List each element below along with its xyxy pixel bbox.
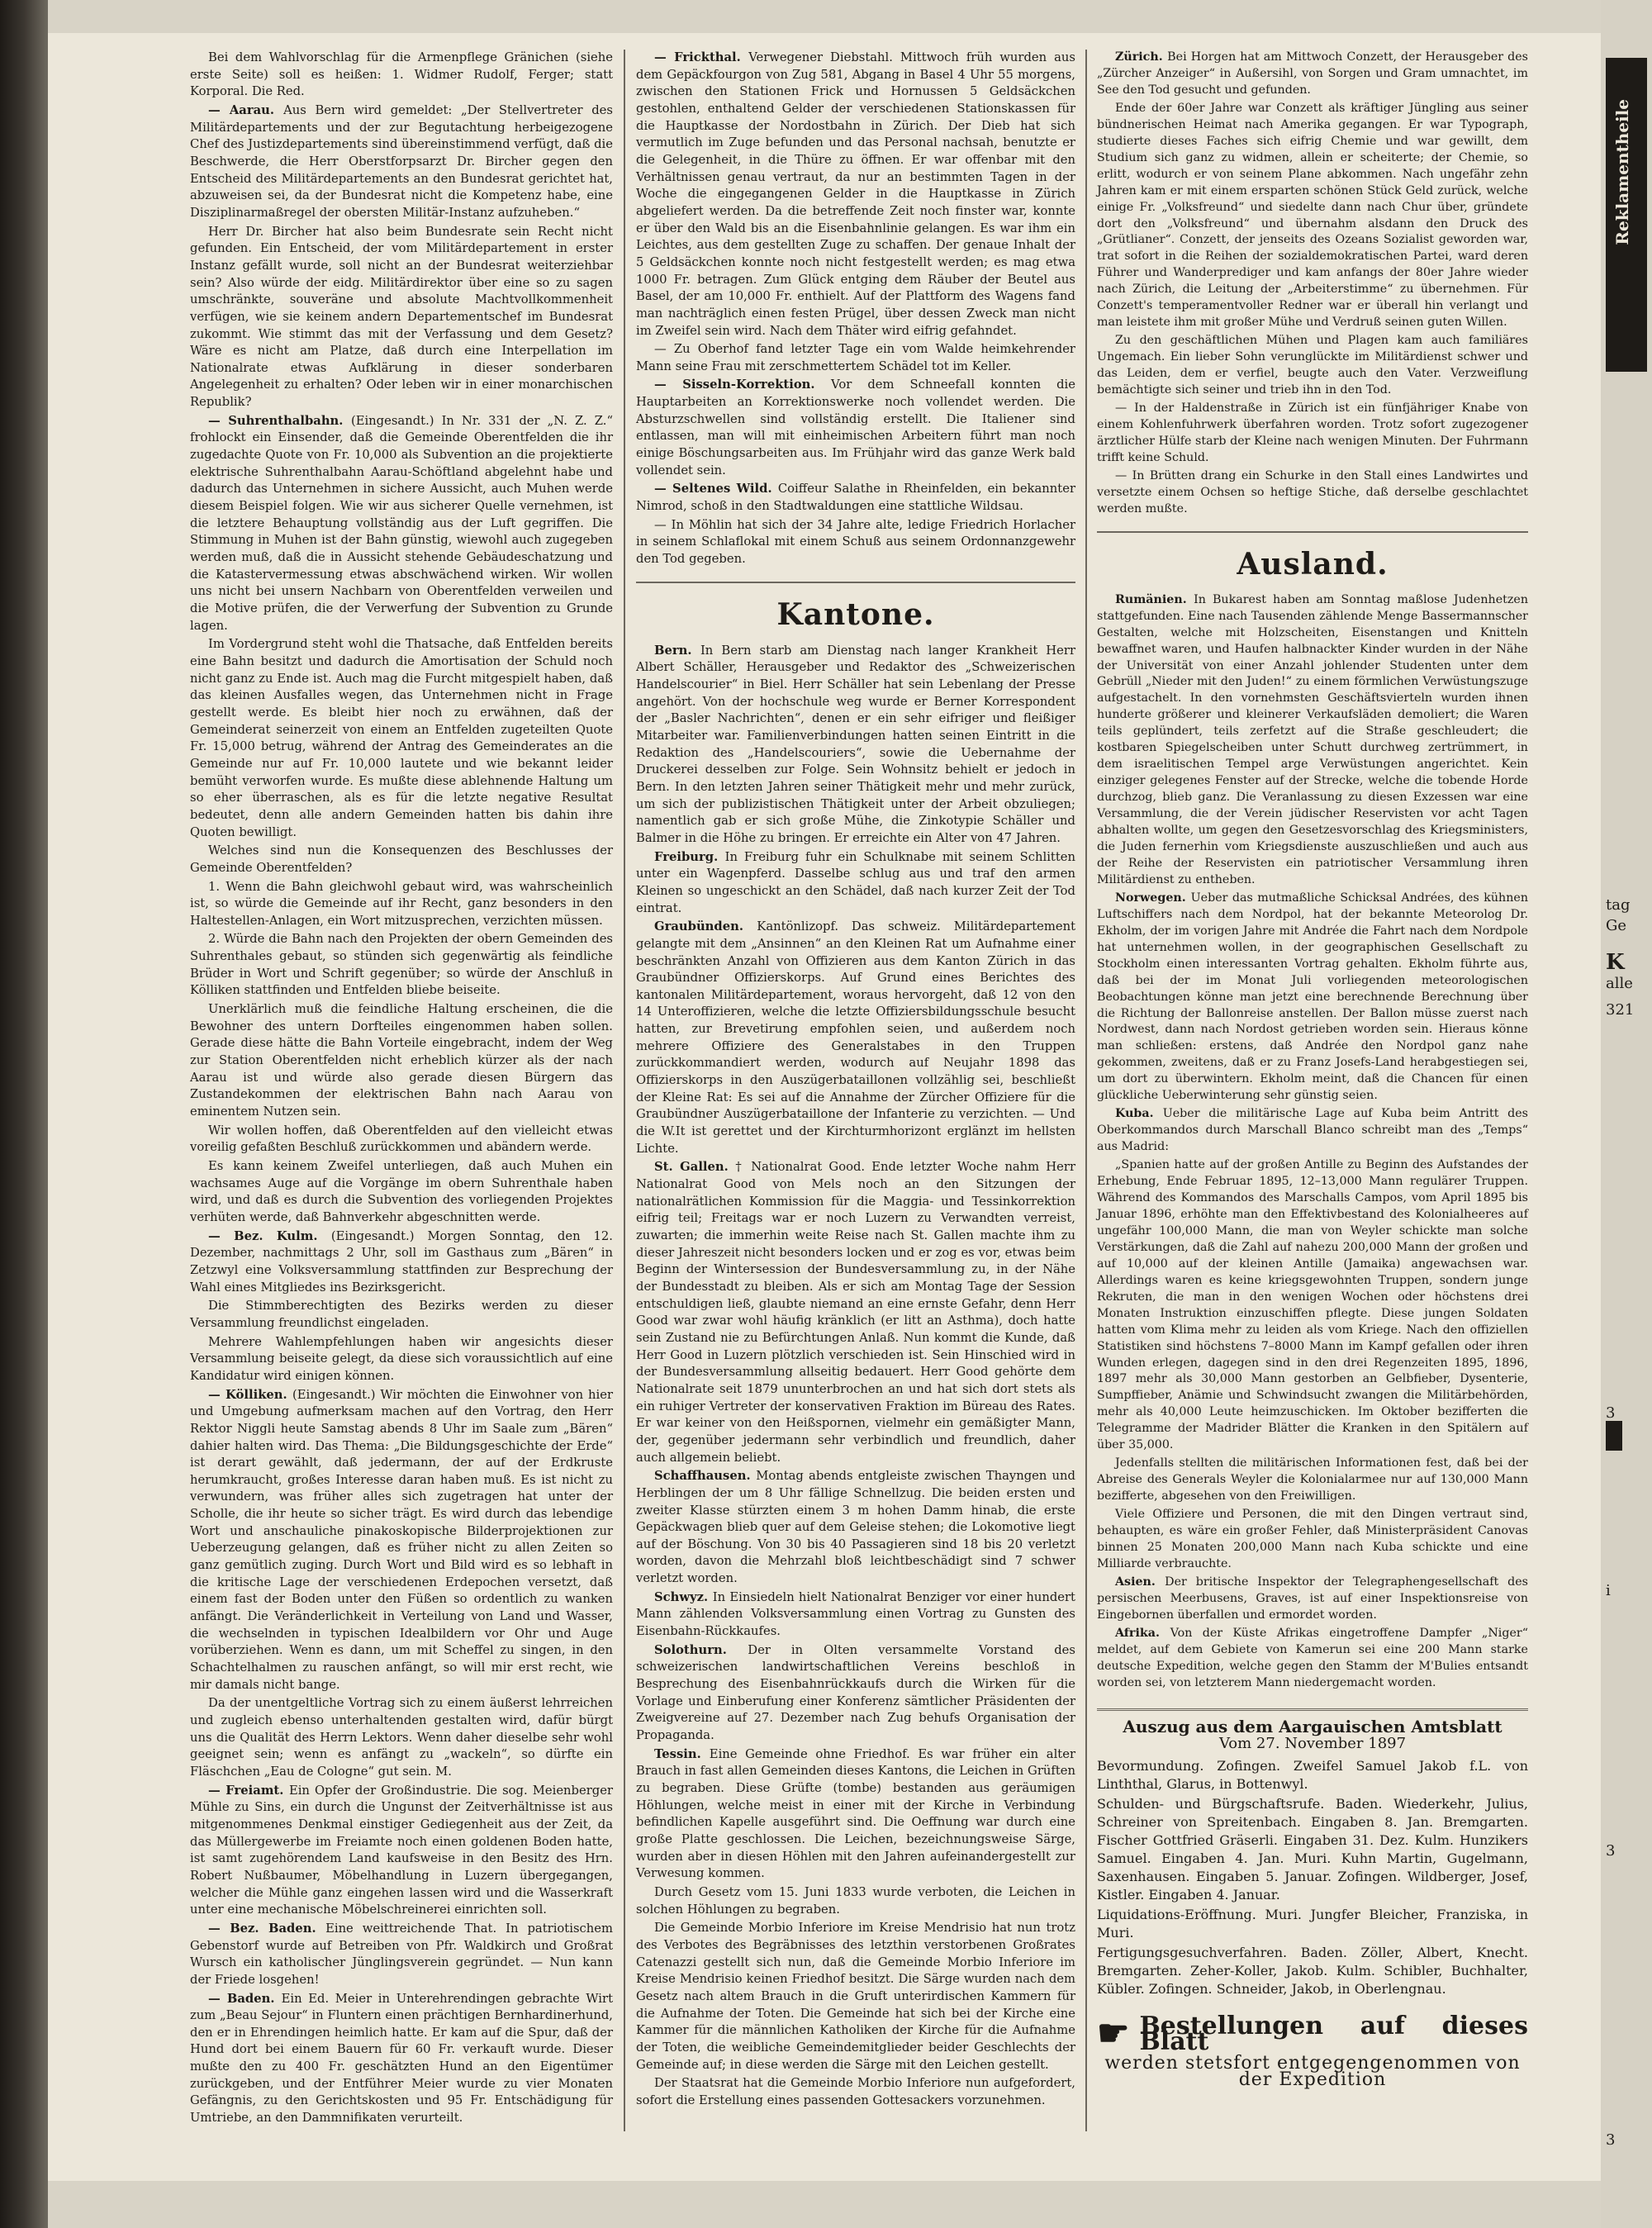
strip-fragment: K xyxy=(1606,950,1625,975)
article-paragraph xyxy=(636,481,1075,515)
article-text: Ueber die militärische Lage auf Kuba beim Antritt des Oberkommandos durch Marschall Blanco schreibt man des „Temps“ aus Madrid: xyxy=(1097,1107,1528,1154)
article-heading: — Seltenes Wild. xyxy=(654,482,778,496)
article-paragraph xyxy=(1097,1106,1528,1156)
article-paragraph xyxy=(190,1123,613,1157)
strip-fragment: tag xyxy=(1606,896,1631,914)
strip-fragment: 321 xyxy=(1606,1001,1635,1019)
strip-fragment: 3 xyxy=(1606,1404,1616,1422)
article-text: Durch Gesetz vom 15. Juni 1833 wurde verboten, die Leichen in solchen Höhlungen zu begraben. xyxy=(636,1884,1075,1917)
article-text: Aus Bern wird gemeldet: „Der Stellvertreter des Militärdepartements und der zur Begutachtung herbeigezogene Chef des Justizdepartements sind übereinstimmend verfügt, daß die Beschwerde, die Herr Oberstforpsarzt Dr. Bircher gegen den Entscheid des Militärdepartements an den Bundesrat gerichtet hat, abzuweisen sei, da der Bundesrat nicht die Kompetenz habe, eine Disziplinarmaßregel der obersten Militär-Instanz aufzuheben.“ xyxy=(190,102,613,220)
article-text: 2. Würde die Bahn nach den Projekten der obern Gemeinden des Suhrenthales gebaut, so stünden sich gegenwärtig als feindliche Brüder in Wort und Schrift gegenüber; so würde der Anschluß in Kölliken stattfinden und Entfelden bliebe beiseite. xyxy=(190,932,613,998)
article-heading: — Sisseln-Korrektion. xyxy=(654,378,832,392)
article-text: Von der Küste Afrikas eingetroffene Dampfer „Niger“ meldet, auf dem Gebiete von Kamerun sei eine 200 Mann starke deutsche Expedition, welche gegen den Stamm der M'Bulies entsandt worden sei, von letzterem Mann niedergemacht worden. xyxy=(1097,1626,1528,1689)
article-heading: Bern. xyxy=(654,643,700,658)
article-text: Bei Horgen hat am Mittwoch Conzett, der Herausgeber des „Zürcher Anzeiger“ in Außersihl, von Sorgen und Gram umnachtet, im See den Tod gesucht und gefunden. xyxy=(1097,50,1528,97)
article-text: — In Möhlin hat sich der 34 Jahre alte, ledige Friedrich Horlacher in seinem Schlaflokal mit einem Schuß aus seinem Ordonnanzgewehr den Tod gegeben. xyxy=(636,517,1075,567)
article-heading: — Bez. Kulm. xyxy=(208,1228,331,1243)
article-text: Der Staatsrat hat die Gemeinde Morbio Inferiore nun aufgefordert, sofort die Erstellung eines passenden Gottesackers vorzunehmen. xyxy=(636,2076,1075,2107)
article-paragraph xyxy=(1097,401,1528,467)
article-text: Ueber das mutmaßliche Schicksal Andrées, des kühnen Luftschiffers nach dem Nordpol, hat der bekannte Meteorolog Dr. Ekholm, der im vorigen Jahre mit Andrée die Fahrt nach dem Nordpole hat unternehmen wollen, in der geographischen Gesellschaft zu Stockholm einen interessanten Vortrag gehalten. Ekholm führte aus, daß bei der im Monat Juli vorliegenden meteorologischen Beobachtungen könne man jetzt eine berechnende Berechnung über die Richtung der Ballonreise anstellen. Der Ballon müsse zuerst nach Nordwest, dann nach Nordost getrieben worden sein. Hieraus könne man schließen: erstens, daß Andrée den Nordpol ganz nahe gekommen, zweitens, daß er zu Franz Josefs-Land herabgestiegen sei, um dort zu überwintern. Ekholm meint, daß die Chancen für einen glückliche Ueberwinterung sehr günstig seien. xyxy=(1097,891,1528,1103)
strip-fragment: i xyxy=(1606,1582,1611,1599)
adjacent-page-strip xyxy=(1601,0,1652,2228)
article-text: (Eingesandt.) Wir möchten die Einwohner von hier und Umgebung aufmerksam machen auf den Vortrag, den Herr Rektor Niggli heute Samstag abends 8 Uhr im Saale zum „Bären“ dahier halten wird. Das Thema: „Die Bildungsgeschichte der Erde“ ist derart gewählt, daß jedermann, der auf der Erdkruste herumkraucht, großes Interesse daran haben muß. Es ist nicht zu verwundern, was früher alles sich zugetragen hat unter der Scholle, die ihr heute so sicher trägt. Es wird durch das lebendige Wort und anschauliche pinakoskopische Bilderprojektionen zur Ueberzeugung gelangen, daß es früher nicht zu allen Zeiten so ganz gemütlich zuging. Durch Wort und Bild wird es so lebhaft in die kritische Lage der verschiedenen Erdepochen versetzt, daß einem fast der Boden unter den Füßen so ordentlich zu wanken anfängt. Die Veränderlichkeit in Verteilung von Land und Wasser, die wechselnden in typischen Idealbildern vor Ohr und Auge vorüberziehen. Wenn es dann, um mit Scheffel zu singen, in den Schachtelhalmen zu rauschen anfängt, so will mir erst recht, wie mir damals nicht bange. xyxy=(190,1387,613,1692)
strip-black-block xyxy=(1606,1421,1622,1451)
strip-fragment: 3 xyxy=(1606,1842,1616,1860)
article-heading: — Bez. Baden. xyxy=(208,1921,326,1936)
order-notice xyxy=(1097,2011,1528,2057)
article-heading: Zürich. xyxy=(1115,50,1168,64)
article-heading: Tessin. xyxy=(654,1746,710,1761)
article-text: In Bukarest haben am Sonntag maßlose Judenhetzen stattgefunden. Eine nach Tausenden zählende Menge Bassermannscher Gestalten, welche mit Holzscheiten, Eisenstangen und Knitteln bewaffnet waren, und Haufen halbnackter Kinder wurden in der Nähe der Universität von einer Anzahl johlender Studenten unter dem Gebrüll „Nieder mit den Juden!“ zu einem förmlichen Verwüstungszuge aufgestachelt. In den vornehmsten Geschäftsvierteln wurden ihnen hunderte größerer und kleinerer Verkaufsläden demoliert; die Waren teils geplündert, teils zerfetzt auf die Straße geschleudert; die kostbaren Spiegelscheiben unter Schutt durchweg zertrümmert, in dem israelitischen Tempel arge Verwüstungen angerichtet. Kein einziger gelegenes Fenster auf der Strecke, welche die tobende Horde durchzog, blieb ganz. Die Veranlassung zu diesen Exzessen war eine Versammlung, die der Verein jüdischer Reservisten vor acht Tagen abhalten wollte, um gegen den Gesetzesvorschlag des Kriegsministers, die Juden fernerhin vom Kriegsdienste auszuschließen und auch aus der Reihe der Reservisten ein patriotischer Versammlung ihren Militärdienst zu entheben. xyxy=(1097,592,1528,886)
article-text: Die Gemeinde Morbio Inferiore im Kreise Mendrisio hat nun trotz des Verbotes des Begräbnisses des letzthin verstorbenen Großrates Catenazzi gestellt sich nun, daß die Gemeinde Morbio Inferiore im Kreise Mendrisio keinen Friedhof besitzt. Die Särge wurden nach dem Gesetz nach altem Brauch in die Gruft unterirdischen Kammern für die Aufnahme der Toten. Die Gemeinde hat sich bei der Kirche eine Kammer für die männlichen Katholiken der Kirche für die Aufnahme der Toten, die weibliche Gemeindemitglieder beider Geschlechts der Gemeinde auf; in diese werden die Särge mit den Leichen gestellt. xyxy=(636,1921,1075,2072)
article-text: Herr Dr. Bircher hat also beim Bundesrate sein Recht nicht gefunden. Ein Entscheid, der vom Militärdepartement in erster Instanz gefällt wurde, soll nicht an der Bundesrat weiterziehbar sein? Also würde der eidg. Militärdirektor über eine so zu sagen umschränkte, souveräne und absolute Machtvollkommenheit verfügen, wie sie keinem andern Departementschef im Bundesrat zukommt. Wie stimmt das mit der Verfassung und dem Gesetz? Wäre es nicht am Platze, daß durch eine Interpellation im Nationalrate etwas Aufklärung in dieser sonderbaren Angelegenheit zu erhalten? Oder leben wir in einer monarchischen Republik? xyxy=(190,224,613,410)
article-paragraph xyxy=(190,1921,613,1989)
article-paragraph xyxy=(190,413,613,635)
amtsblatt-entry: Bevormundung. Zofingen. Zweifel Samuel Jakob f.L. von Linththal, Glarus, in Bottenwyl. xyxy=(1097,1757,1528,1792)
article-paragraph xyxy=(636,1468,1075,1588)
article-text: Zu den geschäftlichen Mühen und Plagen kam auch familiäres Ungemach. Ein lieber Sohn verunglückte im Militärdienst schwer und das Leiden, dem er verfiel, beugte auch den Vater. Verzweiflung bemächtigte sich seiner und trieb ihn in den Tod. xyxy=(1097,334,1528,397)
article-text: Eine weittreichende That. In patriotischem Gebenstorf wurde auf Betreiben von Pfr. Waldkirch und Großrat Wursch ein katholischer Jünglingsverein gegründet. — Nun kann der Friede losgehen! xyxy=(190,1921,613,1987)
article-heading: — Freiamt. xyxy=(208,1783,289,1798)
strip-fragment: Ge xyxy=(1606,917,1627,934)
article-paragraph xyxy=(190,1001,613,1121)
article-text: In Einsiedeln hielt Nationalrat Benziger vor einer hundert Mann zählenden Volksversammlung einen Vortrag zu Gunsten des Eisenbahn-Rückkaufes. xyxy=(636,1589,1075,1639)
amtsblatt-entry: Liquidations-Eröffnung. Muri. Jungfer Bleicher, Franziska, in Muri. xyxy=(1097,1906,1528,1941)
article-text: In Bern starb am Dienstag nach langer Krankheit Herr Albert Schäller, Herausgeber und Redaktor des „Schweizerischen Handelscourier“ in Biel. Herr Schäller hat sein Lebenlang der Presse angehört. Von der hochschule weg wurde er Berner Korrespondent der „Basler Nachrichten“, denen er ein sehr eifriger und fleißiger Mitarbeiter war. Familienverbindungen hatten seinen Eintritt in die Redaktion des „Handelscouriers“, sowie die Uebernahme der Druckerei desselben zur Folge. Sein Wohnsitz behielt er jedoch in Bern. In den letzten Jahren seiner Thätigkeit mehr und mehr zurück, um sich der publizistischen Thätigkeit unter der Arbeit obzuliegen; namentlich gab er sich große Mühe, die Zinkotypie Schäller und Balmer in die Höhe zu bringen. Er erreichte ein Alter von 47 Jahren. xyxy=(636,643,1075,845)
article-heading: Afrika. xyxy=(1115,1626,1170,1640)
article-paragraph xyxy=(1097,1157,1528,1454)
article-paragraph xyxy=(1097,1456,1528,1505)
article-text: Es kann keinem Zweifel unterliegen, daß auch Muhen ein wachsames Auge auf die Vorgänge im obern Suhrenthale haben wird, und daß es durch die Subvention des vorliegenden Projektes verhüten werde, daß Bahnverkehr abgeschnitten werde. xyxy=(190,1159,613,1224)
article-text: Montag abends entgleiste zwischen Thayngen und Herblingen der um 8 Uhr fällige Schnellzug. Die beiden ersten und zweiter Klasse stürzten einem 3 m hohen Damm hinab, die erste Gepäckwagen blieb quer auf dem Geleise stehen; die Lokomotive liegt auf der Böschung. Von 30 bis 40 Passagieren sind 18 bis 20 verletzt worden, davon die Mehrzahl bloß leichtbeschädigt sind 7 schwer verletzt worden. xyxy=(636,1469,1075,1586)
article-paragraph xyxy=(190,1387,613,1694)
article-text: Ein Ed. Meier in Unterehrendingen gebrachte Wirt zum „Beau Sejour“ in Fluntern einen prächtigen Bernhardinerhund, den er in Ehrendingen heimlich hatte. Er kam auf die Spur, daß der Hund dort bei einem Bauern für 60 Fr. verkauft wurde. Dieser mußte den zu 400 Fr. geschätzten Hund an den Eigentümer zurückgeben, und der Entführer Meier wurde zu vier Monaten Gefängnis, zu den Gerichtskosten und 95 Fr. Entschädigung für Umtriebe, an den Dammnifikaten verurteilt. xyxy=(190,1991,613,2126)
column-rule xyxy=(1085,50,1087,2131)
article-text: Welches sind nun die Konsequenzen des Beschlusses der Gemeinde Oberentfelden? xyxy=(190,843,613,875)
article-text: Vor dem Schneefall konnten die Hauptarbeiten an Korrektionswerke noch vollendet werden. Die Absturzschwellen sind vollständig erstellt. Die Italiener sind entlassen, man will mit einheimischen Arbeitern führt man noch einige Böschungsarbeiten aus. Im Frühjahr wird das ganze Werk bald vollendet sein. xyxy=(636,378,1076,477)
article-paragraph xyxy=(1097,1507,1528,1573)
article-text: Der in Olten versammelte Vorstand des schweizerischen landwirtschaftlichen Vereins beschloß in Besprechung des Eisenbahnrückkaufs durch die Wirken für die Vorlage und Einberufung einer Konferenz sämtlicher Präsidenten der Zweigvereine auf 27. Dezember nach Zug behufs Organisation der Propaganda. xyxy=(636,1642,1075,1743)
article-heading: Graubünden. xyxy=(654,919,757,934)
article-text: Ende der 60er Jahre war Conzett als kräftiger Jüngling aus seiner bündnerischen Heimat nach Amerika gegangen. Er war Typograph, studierte dieses Faches sich eifrig Chemie und war gewillt, dem Studium sich ganz zu widmen, allein er scheiterte; der Chemie, so erlitt, wodurch er von seinem Plane abkommen. Nach ungefähr zehn Jahren kam er mit einem ersparten schönen Stück Geld zurück, welche einige Fr. „Volksfreund“ und siedelte dann nach Chur über, gründete dort den „Volksfreund“ und übernahm alsdann den Druck des „Grütlianer“. Conzett, der jenseits des Ozeans Sozialist geworden war, trat sofort in die Reihen der sozialdemokratischen Partei, ward deren Führer und Wanderprediger und kam anfangs der 80er Jahre wieder nach Zürich, die Leitung der „Arbeiterstimme“ zu übernehmen. Für Conzett's temperamentvoller Redner war er überall hin verlangt und man leistete ihm mit großer Mühe und Verdruß seinen guten Willen. xyxy=(1097,101,1528,330)
article-paragraph xyxy=(636,50,1075,340)
article-paragraph xyxy=(636,517,1075,568)
amtsblatt-entry: Schulden- und Bürgschaftsrufe. Baden. Wiederkehr, Julius, Schreiner von Spreitenbach. Eingaben 8. Jan. Bremgarten. Fischer Gottfried Gräserli. Eingaben 31. Dez. Kulm. Hunzikers Samuel. Eingaben 4. Jan. Muri. Kuhn Martin, Gugelmann, Saxenhausen. Eingaben 5. Januar. Zofingen. Wildberger, Josef, Kistler. Eingaben 4. Januar. xyxy=(1097,1795,1528,1903)
article-paragraph xyxy=(190,931,613,1000)
article-heading: Schwyz. xyxy=(654,1589,713,1604)
article-paragraph xyxy=(190,1695,613,1780)
article-heading: — Suhrenthalbahn. xyxy=(208,413,351,428)
article-heading: Solothurn. xyxy=(654,1642,748,1657)
article-paragraph xyxy=(1097,468,1528,518)
article-text: Unerklärlich muß die feindliche Haltung erscheinen, die die Bewohner des untern Dorfteiles eingenommen haben sollen. Gerade diese hätte die Bahn Vorteile eingebracht, indem der Weg zur Station Oberentfelden nicht erheblich kürzer als der nach Aarau ist und würde also gerade diesen Bürgern das Zustandekommen der elektrischen Bahn nach Aarau von eminentem Nutzen sein. xyxy=(190,1002,613,1119)
article-paragraph xyxy=(1097,1626,1528,1692)
strip-vertical-label: Reklamentheile xyxy=(1612,99,1632,245)
article-text: Viele Offiziere und Personen, die mit den Dingen vertraut sind, behaupten, es wäre ein großer Fehler, daß Ministerpräsident Canovas binnen 25 Monaten 200,000 Mann nach Kuba schickte und eine Milliarde verbrauchte. xyxy=(1097,1508,1528,1570)
article-paragraph xyxy=(1097,333,1528,399)
article-text: (Eingesandt.) In Nr. 331 der „N. Z. Z.“ frohlockt ein Einsender, daß die Gemeinde Oberentfelden die ihr zugedachte Quote von Fr. 10,000 als Subvention an die projektierte elektrische Suhrenthalbahn Aarau-Schöftland abgelehnt habe und dadurch das Unternehmen in sichere Aussicht, auch Muhen werde diesem Beispiel folgen. Wie wir aus sicherer Quelle vernehmen, ist die letztere Behauptung vollständig aus der Luft gegriffen. Die Stimmung in Muhen ist der Bahn günstig, wiewohl auch zugegeben werden muß, daß die in Aussicht stehende Gebäudeschatzung und die Katastervermessung etwas abschwächend wirken. Wir wollen uns nicht bei unsern Nachbarn von Oberentfelden verweilen und die Motive prüfen, die der Verwerfung der Subvention zu Grunde lagen. xyxy=(190,413,613,633)
article-paragraph xyxy=(190,1783,613,1919)
article-heading: — Frickthal. xyxy=(654,50,749,64)
scan-left-margin xyxy=(0,0,48,2228)
column-3 xyxy=(1097,50,1528,2091)
article-paragraph xyxy=(1097,891,1528,1104)
article-paragraph xyxy=(190,843,613,876)
article-paragraph xyxy=(190,1158,613,1227)
section-heading: Kantone. xyxy=(636,582,1075,633)
article-heading: — Baden. xyxy=(208,1991,282,2006)
article-text: „Spanien hatte auf der großen Antille zu Beginn des Aufstandes der Erhebung, Ende Februar 1895, 12–13,000 Mann regulärer Truppen. Während des Kommandos des Marschalls Campos, vom April 1895 bis Januar 1896, erhöhte man den Effektivbestand des Kolonialheeres auf ungefähr 100,000 Mann, die man von Weyler schickte man solche Verstärkungen, daß die Zahl auf nahezu 200,000 Mann der großen und auf 10,000 auf der kleinen Antille (Jamaika) angewachsen war. Allerdings waren es keine kriegsgewohnten Truppen, sondern junge Rekruten, die man in den wenigen Wochen oder höchstens drei Monaten Instruktion einzuschiffen pflegte. Diese jungen Soldaten hatten vom Klima mehr zu leiden als vom Kriege. Nach den offiziellen Statistiken sind höchstens 7–8000 Mann im Kampf gefallen oder ihren Wunden erlegen, dagegen sind in den drei Regenzeiten 1895, 1896, 1897 mehr als 30,000 Mann gestorben an Gelbfieber, Dysenterie, Sumpffieber, Anämie und Schwindsucht zwangen die Militärbehörden, mehr als 40,000 Leute heimzuschicken. Im Oktober bezifferten die Telegramme der Madrider Blätter die Kranken in den Spitälern auf über 35,000. xyxy=(1097,1158,1528,1452)
strip-fragment: 3 xyxy=(1606,2131,1616,2149)
order-subtitle: werden stetsfort entgegengenommen von der Expedition xyxy=(1104,2053,1521,2091)
amtsblatt-box xyxy=(1097,1708,1528,1998)
article-paragraph xyxy=(190,1991,613,2127)
article-paragraph xyxy=(636,341,1075,375)
article-text: Da der unentgeltliche Vortrag sich zu einem äußerst lehrreichen und zugleich ebenso unterhaltenden gestalten wird, dafür bürgt uns die Qualität des Herrn Lektors. Wenn daher dieselbe sehr wohl geeignet sein; wenn es anfängt zu „wackeln“, so dürfte ein Fläschchen „Eau de Cologne“ gut sein. M. xyxy=(190,1696,613,1779)
article-paragraph xyxy=(190,1228,613,1297)
article-paragraph xyxy=(190,50,613,101)
column-2 xyxy=(636,50,1075,2111)
article-paragraph xyxy=(190,636,613,841)
article-text: In Freiburg fuhr ein Schulknabe mit seinem Schlitten unter ein Wagenpferd. Dasselbe schlug aus und traf den armen Kleinen so ungeschickt an den Schädel, daß nach kurzer Zeit der Tod eintrat. xyxy=(636,849,1075,915)
article-text: — In der Haldenstraße in Zürich ist ein fünfjähriger Knabe von einem Kohlenfuhrwerk überfahren worden. Trotz sofort zugezogener ärztlicher Hülfe starb der Kleine nach wenigen Minuten. Der Fuhrmann trifft keine Schuld. xyxy=(1097,401,1528,464)
article-paragraph xyxy=(190,224,613,411)
article-text: Bei dem Wahlvorschlag für die Armenpflege Gränichen (siehe erste Seite) soll es heißen: 1. Widmer Rudolf, Ferger; statt Korporal. Die Red. xyxy=(190,50,613,99)
article-text: Wir wollen hoffen, daß Oberentfelden auf den vielleicht etwas voreilig gefaßten Beschluß zurückkommen und abändern werde. xyxy=(190,1123,613,1155)
article-text: (Eingesandt.) Morgen Sonntag, den 12. Dezember, nachmittags 2 Uhr, soll im Gasthaus zum „Bären“ in Zetzwyl eine Volksversammlung stattfinden zur Besprechung der Wahl eines Mitgliedes ins Bezirksgericht. xyxy=(190,1228,613,1295)
article-text: Verwegener Diebstahl. Mittwoch früh wurden aus dem Gepäckfourgon von Zug 581, Abgang in Basel 4 Uhr 55 morgens, zwischen den Stationen Frick und Hornussen 5 Geldsäckchen gestohlen, enthaltend Gelder der verschiedenen Stationskassen für die Hauptkasse der Nordostbahn in Zürich. Der Dieb hat sich vermutlich im Zuge befunden und das Personal nachsah, benutzte er die Gelegenheit, in die Thüre zu öffnen. Er war offenbar mit den Verhältnissen genau vertraut, da nur an bestimmten Tagen in der Woche die eingegangenen Gelder in die Hauptkasse in Zürich abgeliefert werden. Da die betreffende Zeit noch finster war, konnte er über den Wald bis an die Eisenbahnlinie gelangen. Es war ihm ein Leichtes, aus dem gestellten Zuge zu schaffen. Der genaue Inhalt der 5 Geldsäckchen konnte noch nicht festgestellt werden; es mag etwa 1000 Fr. betragen. Zum Glück entging dem Räuber der Beutel aus Basel, der am 10,000 Fr. enthielt. Auf der Plattform des Wagens fand man nachträglich einen festen Prügel, über dessen Zweck man nicht im Zweifel sein wird. Nach dem Thäter wird eifrig gefahndet. xyxy=(636,50,1075,338)
article-paragraph xyxy=(636,1159,1075,1466)
article-text: Kantönlizopf. Das schweiz. Militärdepartement gelangte mit dem „Ansinnen“ an den Kleinen Rat um Aufnahme einer beschränkten Anzahl von Offizieren aus dem Kanton Zürich in das Graubündner Offizierskorps. Auf Grund eines Berichtes des kantonalen Militärdepartement, woraus hervorgeht, daß 12 von den 14 Unteroffizieren, welche die letzte Offiziersbildungsschule besucht hatten, zur Brevetirung empfohlen seien, und außerdem noch mehrere Offiziere des Generalstabes in den Truppen zurückkommandiert werden, wodurch auf Neujahr 1898 das Offizierskorps in den Auszügerbataillonen vollzählig sei, beschließt der Kleine Rat: Es sei auf die Annahme der Zürcher Offiziere für die Graubündner Auszügerbataillone der Infanterie zu verzichten. — Und die W.It ist gerettet und der Kirchturmhorizont erglänzt im hellsten Lichte. xyxy=(636,919,1076,1156)
article-heading: Asien. xyxy=(1115,1575,1165,1589)
article-heading: — Kölliken. xyxy=(208,1387,292,1402)
order-title: Bestellungen auf dieses Blatt xyxy=(1139,2011,1528,2057)
article-paragraph xyxy=(1097,101,1528,331)
article-heading: Freiburg. xyxy=(654,849,725,864)
column-1 xyxy=(190,50,613,2129)
article-paragraph xyxy=(636,1642,1075,1745)
article-text: Jedenfalls stellten die militärischen Informationen fest, daß bei der Abreise des Generals Weyler die Kolonialarmee nur auf 130,000 Mann bezifferte, abgesehen von den Freiwilligen. xyxy=(1097,1456,1528,1504)
article-heading: Kuba. xyxy=(1115,1107,1163,1121)
article-text: — Zu Oberhof fand letzter Tage ein vom Walde heimkehrender Mann seine Frau mit zerschmettertem Schädel tot im Keller. xyxy=(636,342,1075,373)
article-paragraph xyxy=(636,1589,1075,1641)
column-rule xyxy=(624,50,625,2131)
article-text: Ein Opfer der Großindustrie. Die sog. Meienberger Mühle zu Sins, ein durch die Ungunst der Zeitverhältnisse ist aus mitgenommenes Denkmal einstiger Gediegenheit aus der Zeit, da das Müllergewerbe im Freiamte noch einen goldenen Boden hatte, ist samt zugehörendem Land kaufsweise in den Besitz des Hrn. Robert Nußbaumer, Möbelhandlung in Luzern übergegangen, welcher die Mühle ganz eingehen lassen wird und die Wasserkraft unter eine mechanische Möbelschreinerei einrichten soll. xyxy=(190,1783,614,1917)
article-paragraph xyxy=(636,1884,1075,1918)
article-paragraph xyxy=(636,919,1075,1157)
amtsblatt-title: Auszug aus dem Aargauischen Amtsblatt xyxy=(1123,1716,1502,1736)
article-heading: — Aarau. xyxy=(208,102,284,117)
article-paragraph xyxy=(636,1746,1075,1883)
article-text: Der britische Inspektor der Telegraphengesellschaft des persischen Meerbusens, Graves, ist auf einer Inspektionsreise von Eingebornen überfallen und ermordet worden. xyxy=(1097,1575,1528,1622)
amtsblatt-entry: Fertigungsgesuchverfahren. Baden. Zöller, Albert, Knecht. Bremgarten. Zeher-Koller, Jakob. Kulm. Schibler, Buchhalter, Kübler. Zofingen. Schneider, Jakob, in Oberlengnau. xyxy=(1097,1944,1528,1997)
article-text: 1. Wenn die Bahn gleichwohl gebaut wird, was wahrscheinlich ist, so würde die Gemeinde auf ihr Recht, ganz besonders in den Haltestellen-Anlagen, ein Wort mitzusprechen, verzichten müssen. xyxy=(190,879,613,928)
article-paragraph xyxy=(190,1298,613,1332)
amtsblatt-entries xyxy=(1097,1757,1528,1998)
article-paragraph xyxy=(636,849,1075,918)
section-heading: Ausland. xyxy=(1097,531,1528,582)
article-paragraph xyxy=(636,2075,1075,2109)
article-paragraph xyxy=(636,1920,1075,2074)
article-heading: St. Gallen. xyxy=(654,1160,736,1175)
article-heading: Norwegen. xyxy=(1115,891,1191,905)
article-paragraph xyxy=(190,1334,613,1385)
article-paragraph xyxy=(190,102,613,222)
article-text: Im Vordergrund steht wohl die Thatsache, daß Entfelden bereits eine Bahn besitzt und dadurch die Amortisation der Schuld noch nicht ganz zu Ende ist. Auch mag die Furcht mitgespielt haben, daß das kleinen Ausfalles wegen, das Unternehmen nicht in Frage gestellt werde. Es bleibt hier noch zu erwähnen, daß der Gemeinderat seinerzeit von einem an Entfelden zugeteilten Quote Fr. 15,000 betrug, während der Antrag des Gemeinderates an die Gemeinde nur auf Fr. 10,000 lautete und wie bekannt leider bemüht verworfen wurde. Es mußte diese ablehnende Haltung um so eher überraschen, als es für die letzte negative Resultat bedeutet, denn alle andern Gemeinden hatten bis dahin ihre Quoten bewilligt. xyxy=(190,637,613,839)
article-paragraph xyxy=(190,879,613,930)
article-paragraph xyxy=(1097,50,1528,99)
article-paragraph xyxy=(636,643,1075,848)
pointing-hand-icon: ☛ xyxy=(1097,2012,1130,2055)
article-text: Coiffeur Salathe in Rheinfelden, ein bekannter Nimrod, schoß in den Stadtwaldungen eine stattliche Wildsau. xyxy=(636,482,1075,514)
article-text: Mehrere Wahlempfehlungen haben wir angesichts dieser Versammlung beiseite gelegt, da diese sich voraussichtlich auf eine Kandidatur wird einigen können. xyxy=(190,1334,613,1383)
article-heading: Schaffhausen. xyxy=(654,1469,757,1484)
article-paragraph xyxy=(1097,1575,1528,1624)
article-text: † Nationalrat Good. Ende letzter Woche nahm Herr Nationalrat Good von Mels noch an den Sitzungen der nationalrätlichen Kommission für die Maggia- und Tessinkorrektion eifrig teil; Freitags war er noch Luzern zu Verwandten verreist, zuwarten; die immerhin weite Reise nach St. Gallen machte ihm zu dieser Jahreszeit nicht besonders locken und er zog es vor, etwas beim Beginn der Wintersession der Bundesversammlung zu, in der Nähe der Bundesstadt zu bleiben. Als er sich am Montag Tage der Session entschuldigen ließ, glaubte niemand an eine ernste Gefahr, denn Herr Good war zwar wohl häufig kränklich (er litt an Asthma), doch hatte sein Zustand nie zu Befürchtungen Anlaß. Nun kommt die Kunde, daß Herr Good in Luzern plötzlich verschieden ist. Sein Hinschied wird in der Bundesversammlung allseitig bedauert. Herr Good gehörte dem Nationalrate seit 1879 ununterbrochen an und hat sich dort stets als ein ruhiger Vertreter der konservativen Fraktion im Büreau des Rates. Er war keiner von den Heißspornen, vielmehr ein gemäßigter Mann, der, gegenüber jedermann sehr verbindlich und freundlich, daher auch allgemein beliebt. xyxy=(636,1160,1075,1465)
strip-fragment: alle xyxy=(1606,975,1633,992)
article-text: Eine Gemeinde ohne Friedhof. Es war früher ein alter Brauch in fast allen Gemeinden dieses Kantons, die Leichen in Grüften zu begraben. Diese Grüfte (tombe) bestanden aus geräumigen Höhlungen, welche meist in einer mit der Kirche in Verbindung befindlichen Kapelle ausgeführt sind. Die Oeffnung war durch eine große Platte geschlossen. Die Leichen, bezeichnungsweise Särge, wurden aber in diesen Höhlen mit den Jahren aufeinandergestellt zur Verwesung kommen. xyxy=(636,1746,1075,1881)
article-text: Die Stimmberechtigten des Bezirks werden zu dieser Versammlung freundlichst eingeladen. xyxy=(190,1299,613,1330)
amtsblatt-date: Vom 27. November 1897 xyxy=(1218,1734,1407,1752)
article-heading: Rumänien. xyxy=(1115,592,1194,606)
article-paragraph xyxy=(1097,592,1528,889)
article-text: — In Brütten drang ein Schurke in den Stall eines Landwirtes und versetzte einem Ochsen so heftige Stiche, daß derselbe geschlachtet werden mußte. xyxy=(1097,468,1528,515)
article-paragraph xyxy=(636,377,1075,479)
column-3-articles xyxy=(1097,50,1528,1692)
